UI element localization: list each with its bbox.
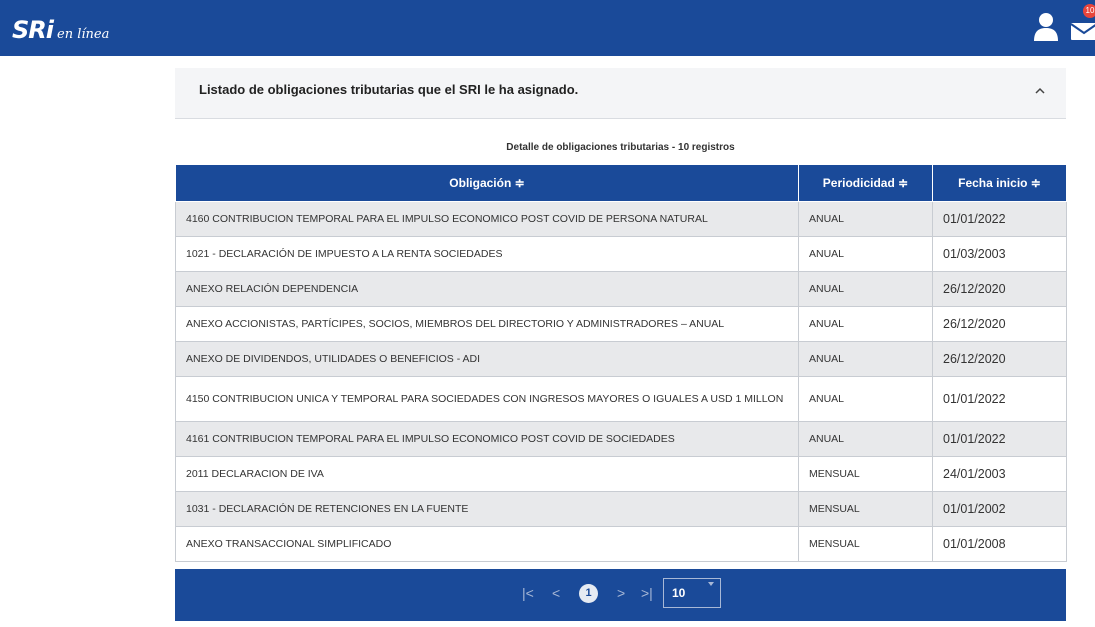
- cell-obligacion: 1031 - DECLARACIÓN DE RETENCIONES EN LA FUENTE: [176, 492, 799, 527]
- page-size-select[interactable]: [663, 578, 721, 608]
- table-row: [176, 307, 1067, 342]
- table-row: [176, 342, 1067, 377]
- cell-periodicidad: MENSUAL: [799, 527, 933, 562]
- cell-fecha-inicio: 26/12/2020: [933, 307, 1067, 342]
- cell-fecha-inicio: 24/01/2003: [933, 457, 1067, 492]
- prev-page-button[interactable]: <: [552, 585, 561, 601]
- cell-periodicidad: ANUAL: [799, 342, 933, 377]
- panel-title: Listado de obligaciones tributarias que el SRI le ha asignado.: [199, 82, 579, 97]
- next-page-button[interactable]: >: [617, 585, 626, 601]
- table-row: [176, 202, 1067, 237]
- cell-obligacion: ANEXO ACCIONISTAS, PARTÍCIPES, SOCIOS, MIEMBROS DEL DIRECTORIO Y ADMINISTRADORES – ANUAL: [176, 307, 799, 342]
- cell-obligacion: ANEXO RELACIÓN DEPENDENCIA: [176, 272, 799, 307]
- notification-badge: 10: [1083, 4, 1095, 18]
- chevron-up-icon[interactable]: [1034, 85, 1046, 97]
- cell-fecha-inicio: 26/12/2020: [933, 272, 1067, 307]
- table-row: [176, 377, 1067, 422]
- cell-periodicidad: ANUAL: [799, 202, 933, 237]
- table-row: [176, 272, 1067, 307]
- caret-down-icon: [708, 582, 714, 586]
- table-row: [176, 457, 1067, 492]
- cell-fecha-inicio: 01/01/2022: [933, 202, 1067, 237]
- first-page-button[interactable]: |<: [522, 585, 534, 601]
- cell-fecha-inicio: 01/01/2008: [933, 527, 1067, 562]
- cell-fecha-inicio: 01/03/2003: [933, 237, 1067, 272]
- cell-obligacion: ANEXO TRANSACCIONAL SIMPLIFICADO: [176, 527, 799, 562]
- cell-periodicidad: MENSUAL: [799, 457, 933, 492]
- cell-periodicidad: MENSUAL: [799, 492, 933, 527]
- pagination-bar: [175, 569, 1066, 621]
- column-header-periodicidad[interactable]: Periodicidad ≑: [799, 165, 933, 202]
- cell-obligacion: 1021 - DECLARACIÓN DE IMPUESTO A LA RENTA SOCIEDADES: [176, 237, 799, 272]
- table-header-row: [176, 165, 1067, 202]
- cell-periodicidad: ANUAL: [799, 237, 933, 272]
- cell-fecha-inicio: 01/01/2022: [933, 422, 1067, 457]
- page-size-value: 10: [672, 586, 686, 600]
- cell-obligacion: 4150 CONTRIBUCION UNICA Y TEMPORAL PARA SOCIEDADES CON INGRESOS MAYORES O IGUALES A USD 1 MILLON: [176, 377, 799, 422]
- table-row: [176, 527, 1067, 562]
- cell-fecha-inicio: 01/01/2022: [933, 377, 1067, 422]
- cell-obligacion: 4161 CONTRIBUCION TEMPORAL PARA EL IMPULSO ECONOMICO POST COVID DE SOCIEDADES: [176, 422, 799, 457]
- cell-periodicidad: ANUAL: [799, 272, 933, 307]
- cell-obligacion: 4160 CONTRIBUCION TEMPORAL PARA EL IMPULSO ECONOMICO POST COVID DE PERSONA NATURAL: [176, 202, 799, 237]
- current-page-button[interactable]: 1: [579, 584, 598, 603]
- top-navbar: [0, 0, 1095, 56]
- cell-periodicidad: ANUAL: [799, 377, 933, 422]
- sri-logo[interactable]: [12, 16, 109, 44]
- obligations-table: [175, 164, 1067, 562]
- last-page-button[interactable]: >|: [641, 585, 653, 601]
- user-icon[interactable]: [1033, 12, 1059, 42]
- table-row: [176, 422, 1067, 457]
- column-header-fecha-inicio[interactable]: Fecha inicio ≑: [933, 165, 1067, 202]
- logo-sub-text: en línea: [57, 27, 110, 42]
- cell-periodicidad: ANUAL: [799, 307, 933, 342]
- obligations-accordion-header[interactable]: [175, 68, 1066, 119]
- cell-fecha-inicio: 01/01/2002: [933, 492, 1067, 527]
- cell-obligacion: ANEXO DE DIVIDENDOS, UTILIDADES O BENEFICIOS - ADI: [176, 342, 799, 377]
- cell-fecha-inicio: 26/12/2020: [933, 342, 1067, 377]
- table-row: [176, 492, 1067, 527]
- cell-periodicidad: ANUAL: [799, 422, 933, 457]
- column-header-obligacion[interactable]: Obligación ≑: [176, 165, 799, 202]
- table-row: [176, 237, 1067, 272]
- table-caption: Detalle de obligaciones tributarias - 10 registros: [506, 142, 735, 153]
- logo-main-text: SRi: [12, 16, 53, 44]
- cell-obligacion: 2011 DECLARACION DE IVA: [176, 457, 799, 492]
